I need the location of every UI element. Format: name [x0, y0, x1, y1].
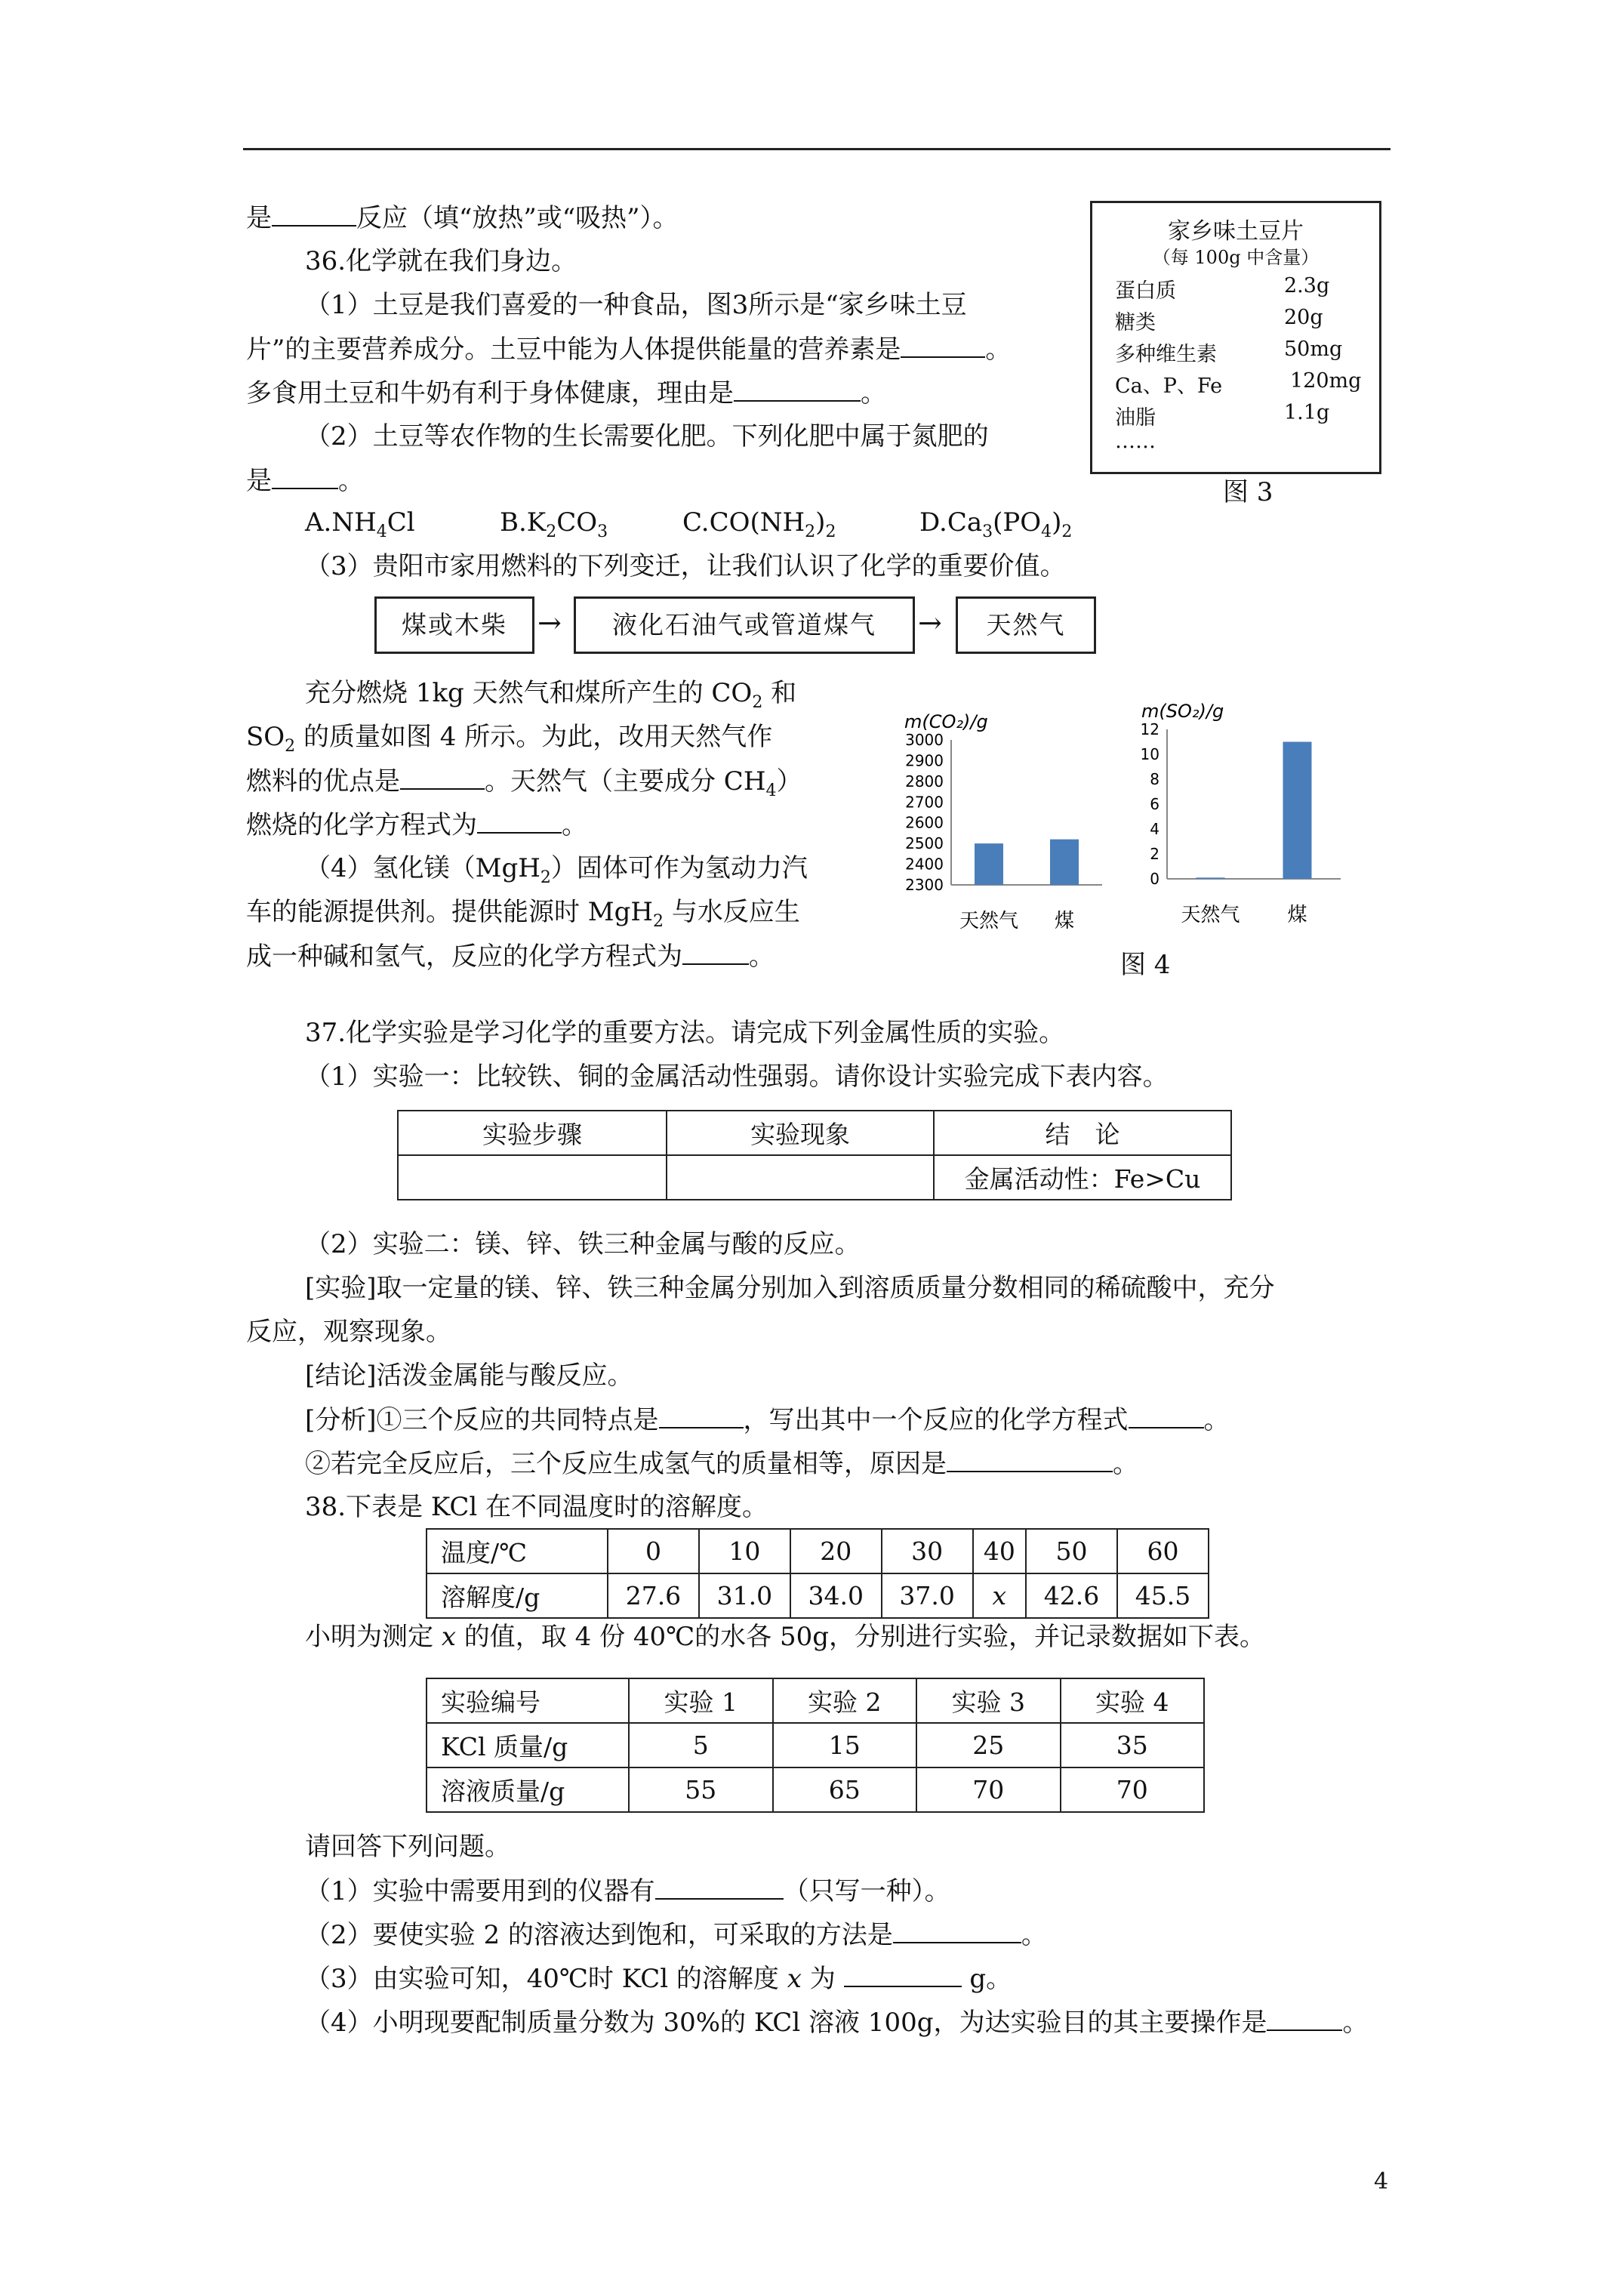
- nutrition-name: 多种维生素: [1115, 343, 1217, 366]
- table-header: 实验 3: [916, 1678, 1061, 1723]
- table-cell: 30: [882, 1529, 973, 1573]
- y-tick-label: 2900: [905, 751, 944, 770]
- option-c: $C.CO(NH_2)_2$: [682, 507, 836, 541]
- q37-part2: （2）实验二：镁、锌、铁三种金属与酸的反应。: [305, 1229, 861, 1259]
- table-header: 溶液质量/g: [427, 1767, 629, 1812]
- page-number: 4: [1374, 2168, 1389, 2195]
- table-cell: 37.0: [882, 1573, 973, 1618]
- y-tick-label: 2800: [905, 772, 944, 791]
- y-tick-label: 2500: [905, 834, 944, 853]
- table-cell: [667, 1155, 934, 1200]
- table-cell: 42.6: [1026, 1573, 1117, 1618]
- q38-intro: 小明为测定 x 的值，取 4 份 40℃的水各 50g，分别进行实验，并记录数据如下表。: [305, 1622, 1265, 1652]
- q38-q2: （2）要使实验 2 的溶液达到饱和，可采取的方法是 。: [305, 1918, 1047, 1952]
- bar: [1050, 840, 1079, 885]
- nutrition-value: 2.3g: [1284, 274, 1330, 297]
- table-cell: 25: [916, 1723, 1061, 1767]
- q36-heading: 36.化学就在我们身边。: [305, 246, 577, 276]
- figure-4-caption: 图 4: [1120, 950, 1171, 980]
- y-tick-label: 2: [1150, 845, 1160, 863]
- table-header: 实验编号: [427, 1678, 629, 1723]
- top-line: 是 反应（填“放热”或“吸热”）。: [246, 201, 679, 235]
- y-tick-label: 4: [1150, 820, 1160, 838]
- y-axis-label: m(CO₂)/g: [904, 711, 988, 732]
- q38-q4: （4）小明现要配制质量分数为 30%的 KCl 溶液 100g，为达实验目的其主要操作是 。: [305, 2005, 1368, 2039]
- flow-box-coal: 煤或木柴: [374, 596, 534, 654]
- y-tick-label: 12: [1140, 720, 1160, 738]
- table-header: 实验 1: [629, 1678, 773, 1723]
- table-cell: 50: [1026, 1529, 1117, 1573]
- y-axis-label: m(SO₂)/g: [1141, 701, 1224, 722]
- experiment-data-table: [426, 1678, 1205, 1813]
- table-cell: 70: [1061, 1767, 1205, 1812]
- table-header: 温度/℃: [427, 1529, 608, 1573]
- q37-exp-line2: 反应，观察现象。: [246, 1317, 451, 1347]
- bar: [1283, 742, 1312, 880]
- table-header: 溶解度/g: [427, 1573, 608, 1618]
- flow-arrow: →: [918, 606, 942, 639]
- q38-q1: （1）实验中需要用到的仪器有 （只写一种）。: [305, 1874, 950, 1908]
- table-cell: [398, 1155, 667, 1200]
- y-tick-label: 10: [1140, 745, 1160, 763]
- table-cell: 10: [699, 1529, 790, 1573]
- x-tick-label: 煤: [1054, 910, 1075, 932]
- q36-part1-line1: （1）土豆是我们喜爱的一种食品，图3所示是“家乡味土豆: [305, 290, 967, 320]
- table-cell: 60: [1117, 1529, 1209, 1573]
- q38-heading: 38.下表是 KCl 在不同温度时的溶解度。: [305, 1492, 768, 1522]
- q36-p3-line1: 充分燃烧 1kg 天然气和煤所产生的 $CO_2$ 和: [305, 678, 797, 712]
- q37-analysis-2: ②若完全反应后，三个反应生成氢气的质量相等，原因是 。: [305, 1447, 1138, 1481]
- nutrition-name: 糖类: [1115, 311, 1156, 334]
- option-b: $B.K_2CO_3$: [500, 507, 608, 541]
- nutrition-value: 20g: [1284, 306, 1323, 329]
- q36-p4-line2: 车的能源提供剂。提供能源时 MgH$_2$ 与水反应生: [246, 897, 800, 931]
- table-cell: 34.0: [790, 1573, 882, 1618]
- table-cell: 35: [1061, 1723, 1205, 1767]
- q38-ask: 请回答下列问题。: [305, 1832, 510, 1862]
- q37-heading: 37.化学实验是学习化学的重要方法。请完成下列金属性质的实验。: [305, 1018, 1065, 1048]
- q36-part3: （3）贵阳市家用燃料的下列变迁，让我们认识了化学的重要价值。: [305, 551, 1066, 581]
- q36-part1-line2: 片”的主要营养成分。土豆中能为人体提供能量的营养素是 。: [246, 332, 1011, 366]
- experiment1-table: [397, 1110, 1232, 1200]
- table-cell: x: [973, 1573, 1026, 1618]
- flow-box-natural-gas: 天然气: [956, 596, 1096, 654]
- option-a: $A.NH_4Cl$: [305, 507, 415, 541]
- table-header: 实验 2: [773, 1678, 917, 1723]
- nutrition-title: 家乡味土豆片: [1168, 218, 1304, 245]
- y-tick-label: 2300: [905, 876, 944, 894]
- solubility-table: [426, 1528, 1209, 1619]
- flow-arrow: →: [537, 606, 562, 639]
- flow-box-lpg: 液化石油气或管道煤气: [574, 596, 915, 654]
- y-tick-label: 2600: [905, 813, 944, 832]
- q36-p4-line1: （4）氢化镁（MgH$_2$）固体可作为氢动力汽: [305, 853, 808, 887]
- x-tick-label: 煤: [1287, 904, 1307, 926]
- table-cell: 70: [916, 1767, 1061, 1812]
- so2-chart: [1132, 684, 1374, 936]
- q36-p4-line3: 成一种碱和氢气，反应的化学方程式为 。: [246, 939, 775, 973]
- table-cell: 40: [973, 1529, 1026, 1573]
- bar: [1196, 877, 1225, 879]
- q37-part1: （1）实验一：比较铁、铜的金属活动性强弱。请你设计实验完成下表内容。: [305, 1062, 1169, 1092]
- x-tick-label: 天然气: [1181, 904, 1240, 926]
- table-cell: 5: [629, 1723, 773, 1767]
- bar: [975, 843, 1003, 885]
- q37-conclusion: [结论]活泼金属能与酸反应。: [305, 1361, 633, 1391]
- nutrition-subtitle: （每 100g 中含量）: [1152, 247, 1320, 268]
- nutrition-name: Ca、P、Fe: [1115, 374, 1223, 398]
- nutrition-value: 50mg: [1284, 337, 1343, 361]
- table-header: 实验步骤: [398, 1111, 667, 1155]
- table-cell: 金属活动性：Fe>Cu: [934, 1155, 1231, 1200]
- table-cell: 27.6: [608, 1573, 699, 1618]
- table-header: 实验现象: [667, 1111, 934, 1155]
- header-rule: [243, 148, 1390, 150]
- nutrition-more: ……: [1115, 430, 1156, 453]
- y-tick-label: 8: [1150, 770, 1160, 788]
- nutrition-value: 120mg: [1290, 369, 1362, 393]
- table-header: 结 论: [934, 1111, 1231, 1155]
- table-cell: 31.0: [699, 1573, 790, 1618]
- q36-p3-line2: $SO_2$ 的质量如图 4 所示。为此，改用天然气作: [246, 722, 773, 756]
- y-tick-label: 2700: [905, 793, 944, 812]
- co2-chart: [898, 695, 1125, 936]
- table-cell: 55: [629, 1767, 773, 1812]
- q36-p3-line4: 燃烧的化学方程式为 。: [246, 808, 587, 842]
- nutrition-name: 蛋白质: [1115, 279, 1176, 303]
- q37-analysis-1: [分析]①三个反应的共同特点是 ，写出其中一个反应的化学方程式 。: [305, 1403, 1230, 1437]
- table-cell: 20: [790, 1529, 882, 1573]
- option-d: $D.Ca_3(PO_4)_2$: [919, 507, 1073, 541]
- table-cell: 45.5: [1117, 1573, 1209, 1618]
- nutrition-name: 油脂: [1115, 406, 1156, 430]
- q38-q3: （3）由实验可知，40℃时 KCl 的溶解度 x 为 g。: [305, 1962, 1012, 1996]
- y-tick-label: 0: [1150, 870, 1160, 888]
- y-tick-label: 3000: [905, 731, 944, 749]
- nutrition-box: [1090, 201, 1381, 474]
- q37-exp-line1: [实验]取一定量的镁、锌、铁三种金属分别加入到溶质质量分数相同的稀硫酸中，充分: [305, 1273, 1275, 1303]
- y-tick-label: 2400: [905, 855, 944, 874]
- q36-part1-line3: 多食用土豆和牛奶有利于身体健康，理由是 。: [246, 376, 886, 410]
- table-cell: 0: [608, 1529, 699, 1573]
- q36-part2-line1: （2）土豆等农作物的生长需要化肥。下列化肥中属于氮肥的: [305, 421, 989, 451]
- table-cell: 15: [773, 1723, 917, 1767]
- nutrition-value: 1.1g: [1284, 401, 1330, 424]
- table-header: KCl 质量/g: [427, 1723, 629, 1767]
- y-tick-label: 6: [1150, 795, 1160, 813]
- q36-p3-line3: 燃料的优点是 。天然气（主要成分 $CH_4$）: [246, 764, 802, 808]
- q36-part2-line2: 是 。: [246, 464, 364, 498]
- figure-3-caption: 图 3: [1223, 477, 1273, 507]
- x-tick-label: 天然气: [959, 910, 1019, 932]
- table-cell: 65: [773, 1767, 917, 1812]
- table-header: 实验 4: [1061, 1678, 1205, 1723]
